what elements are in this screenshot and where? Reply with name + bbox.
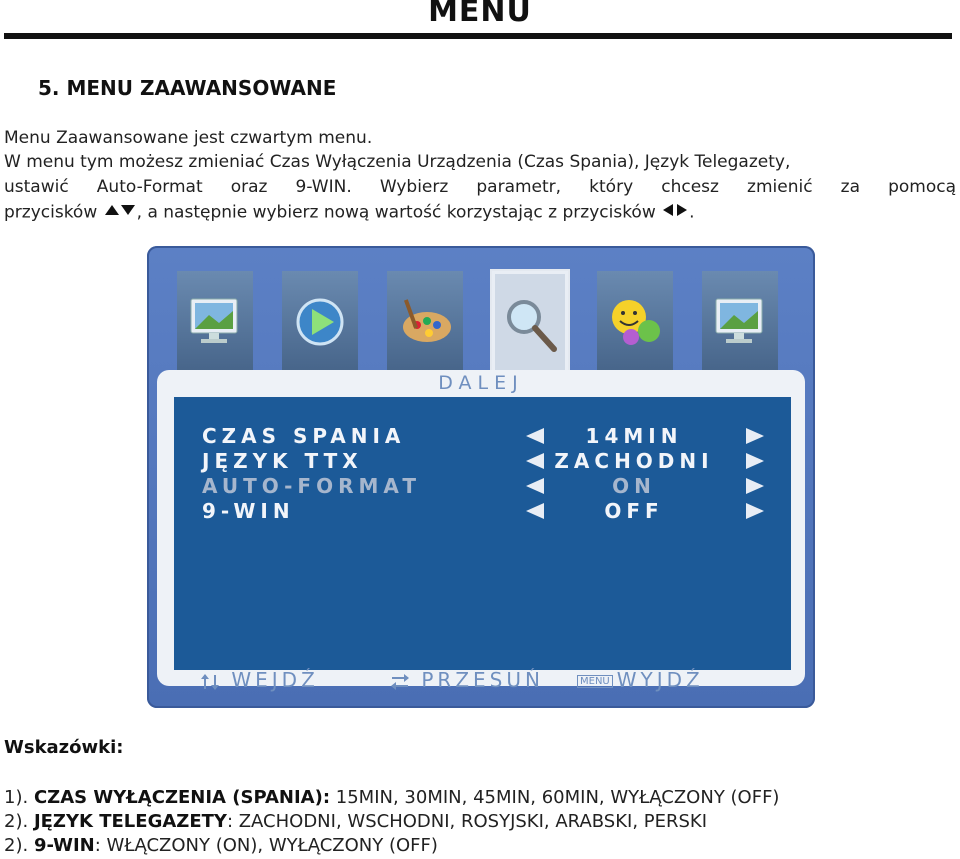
tip-values: : ZACHODNI, WSCHODNI, ROSYJSKI, ARABSKI, PERSKI bbox=[226, 811, 708, 832]
arrow-right-icon bbox=[744, 452, 766, 470]
osd-content-card bbox=[157, 370, 805, 686]
osd-row-value-autoformat: ON bbox=[612, 474, 656, 498]
osd-menu-screenshot bbox=[147, 246, 815, 708]
osd-row-label-autoformat: AUTO-FORMAT bbox=[202, 474, 421, 498]
tip-term: CZAS WYŁĄCZENIA (SPANIA): bbox=[33, 787, 331, 808]
tip-item bbox=[4, 786, 779, 810]
tip-term: 9-WIN bbox=[33, 835, 95, 856]
osd-submenu-label: DALEJ bbox=[438, 372, 524, 394]
osd-footer-exit bbox=[577, 668, 704, 692]
arrow-right-icon bbox=[744, 477, 766, 495]
osd-row-value-sleep: 14MIN bbox=[585, 424, 683, 448]
paragraph-line: W menu tym możesz zmieniać Czas Wyłączenia Urządzenia (Czas Spania), Język Telegazety, bbox=[4, 152, 791, 172]
paragraph-text: , a następnie wybierz nową wartość korzystając z przycisków bbox=[136, 202, 656, 223]
osd-row-label-9win: 9-WIN bbox=[202, 499, 295, 523]
menu-tile-picture-2 bbox=[702, 271, 778, 374]
left-right-small-arrows-icon bbox=[389, 673, 411, 691]
paragraph-text: przycisków bbox=[4, 202, 98, 223]
menu-tile-picture bbox=[177, 271, 253, 374]
tip-values: 15MIN, 30MIN, 45MIN, 60MIN, WYŁĄCZONY (OFF) bbox=[330, 787, 780, 808]
tip-number: 1). bbox=[4, 787, 29, 808]
play-icon bbox=[290, 297, 350, 347]
paragraph-line: Menu Zaawansowane jest czwartym menu. bbox=[4, 128, 373, 148]
section-heading: 5. MENU ZAAWANSOWANE bbox=[38, 76, 337, 100]
osd-footer-select-label: WEJDŹ bbox=[231, 668, 319, 692]
osd-footer-select bbox=[199, 668, 319, 692]
paragraph-line: ustawić Auto-Format oraz 9-WIN. Wybierz parametr, który chcesz zmienić za pomocą bbox=[4, 177, 956, 197]
smiley-icon bbox=[605, 297, 665, 347]
arrow-right-icon bbox=[744, 427, 766, 445]
osd-row-value-ttx: ZACHODNI bbox=[554, 449, 714, 473]
tip-number: 2). bbox=[4, 811, 29, 832]
tip-item bbox=[4, 810, 707, 834]
osd-footer-move bbox=[389, 668, 544, 692]
osd-row-value-9win: OFF bbox=[604, 499, 664, 523]
palette-icon bbox=[395, 297, 455, 347]
paragraph-text: . bbox=[689, 202, 695, 223]
menu-tile-fun bbox=[597, 271, 673, 374]
tip-values: : WŁĄCZONY (ON), WYŁĄCZONY (OFF) bbox=[94, 835, 438, 856]
paragraph-line bbox=[4, 200, 956, 226]
osd-row-label-ttx: JĘZYK TTX bbox=[202, 449, 363, 473]
osd-settings-panel bbox=[174, 397, 791, 670]
tip-term: JĘZYK TELEGAZETY bbox=[33, 811, 227, 832]
magnifier-icon bbox=[500, 297, 560, 353]
menu-key-icon: MENU bbox=[577, 675, 613, 688]
menu-tile-advanced-selected bbox=[492, 271, 568, 374]
left-right-arrows-icon bbox=[661, 200, 689, 225]
up-down-arrows-icon bbox=[103, 200, 137, 225]
monitor-icon bbox=[710, 297, 770, 347]
up-down-small-arrows-icon bbox=[199, 673, 221, 691]
document-title: MENU bbox=[428, 0, 532, 29]
tip-number: 2). bbox=[4, 835, 29, 856]
monitor-icon bbox=[185, 297, 245, 347]
menu-tile-sound bbox=[282, 271, 358, 374]
tip-item bbox=[4, 834, 438, 858]
osd-row-label-sleep: CZAS SPANIA bbox=[202, 424, 406, 448]
osd-footer-move-label: PRZESUŃ bbox=[421, 668, 544, 692]
tips-heading: Wskazówki: bbox=[4, 737, 124, 758]
arrow-right-icon bbox=[744, 502, 766, 520]
title-divider bbox=[4, 33, 952, 39]
osd-footer-exit-label: WYJDŹ bbox=[616, 668, 704, 692]
menu-tile-options bbox=[387, 271, 463, 374]
